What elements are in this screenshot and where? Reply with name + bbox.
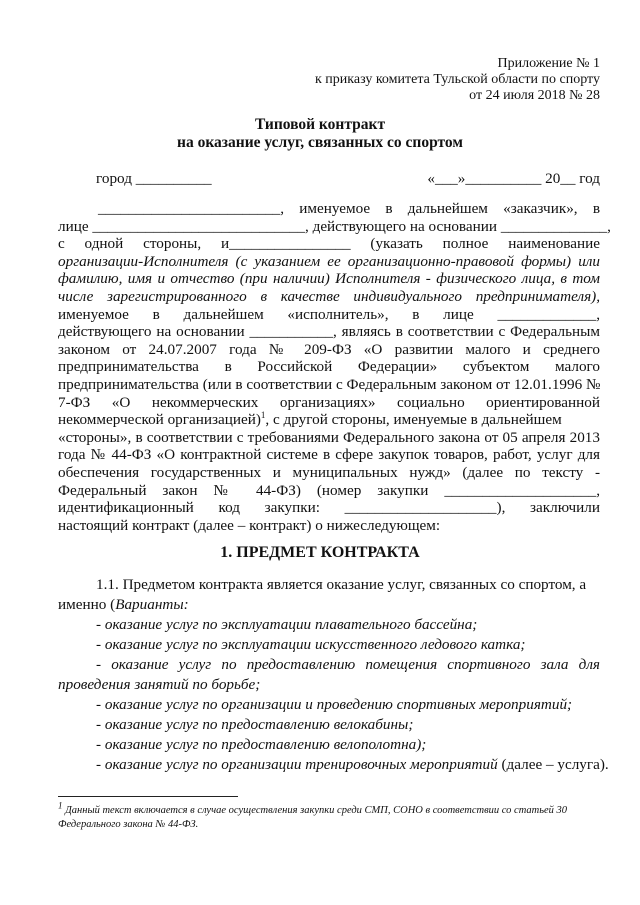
clause-1-1-cont: [58, 596, 600, 616]
list-item: - оказание услуг по эксплуатации искусственного ледового катка;: [96, 636, 526, 653]
list-item: - оказание услуг по предоставлению помещения спортивного зала для: [96, 656, 600, 673]
footnote: [58, 800, 600, 831]
footnote-reference[interactable]: 1: [260, 410, 266, 421]
clause-text: именно (: [58, 596, 116, 613]
annex-line: от 24 июля 2018 № 28: [469, 88, 600, 103]
preamble-line: года № 44-ФЗ «О контрактной системе в сфере закупок товаров, работ, услуг для: [58, 446, 600, 464]
preamble-line: числе зарегистрированного в качестве индивидуального предпринимателя),: [58, 287, 600, 305]
annex-line: Приложение № 1: [497, 56, 600, 71]
list-item-cont: проведения занятий по борьбе;: [58, 676, 261, 693]
variants-label: Варианты:: [115, 596, 189, 613]
clause-1-1: 1.1. Предметом контракта является оказание услуг, связанных со спортом, а: [96, 576, 587, 593]
preamble-line: идентификационный код закупки: ____________________), заключили: [58, 499, 600, 517]
preamble-line-tail: , с другой стороны, именуемые в дальнейшем: [265, 411, 562, 429]
list-item: - оказание услуг по предоставлению велополотна);: [96, 736, 427, 753]
annex-block: [315, 56, 600, 104]
section-1-body: [58, 576, 609, 776]
footnote-divider: [58, 796, 238, 797]
list-item: - оказание услуг по организации и проведению спортивных мероприятий;: [96, 696, 573, 713]
annex-line: к приказу комитета Тульской области по спорту: [315, 72, 600, 87]
date-field: «___»__________ 20__ год: [427, 170, 600, 187]
preamble-line: ________________________, именуемое в дальнейшем «заказчик», в: [98, 200, 600, 217]
preamble-line: законом от 24.07.2007 года № 209-ФЗ «О развитии малого и среднего: [58, 340, 600, 358]
city-field: город __________: [96, 170, 212, 187]
preamble-line: с одной стороны, и________________ (указать полное наименование: [58, 235, 600, 253]
preamble-line: именуемое в дальнейшем «исполнитель», в лице _____________,: [58, 305, 600, 323]
preamble: [58, 200, 611, 534]
preamble-line: организации-Исполнителя (с указанием ее организационно-правовой формы) или: [58, 252, 600, 270]
list-item: - оказание услуг по эксплуатации плавательного бассейна;: [96, 616, 478, 633]
preamble-line: настоящий контракт (далее – контракт) о нижеследующем:: [58, 516, 441, 534]
document-subtitle: на оказание услуг, связанных со спортом: [177, 134, 463, 151]
document-title: Типовой контракт: [254, 116, 386, 133]
section-heading: 1. ПРЕДМЕТ КОНТРАКТА: [220, 544, 420, 561]
preamble-line: предпринимательства в Российской Федерации» субъектом малого: [58, 358, 600, 376]
preamble-line: лице ____________________________, действующего на основании ______________,: [58, 217, 611, 235]
preamble-line: некоммерческой организацией): [58, 411, 261, 429]
list-item: - оказание услуг по предоставлению велокабины;: [96, 716, 414, 733]
list-item-tail: (далее – услуга).: [497, 756, 609, 773]
footnote-text: Данный текст включается в случае осуществления закупки среди СМП, СОНО в соответствии со статьей 30 Федерального закона № 44-ФЗ.: [58, 805, 568, 830]
preamble-line: Федеральный закон № 44-ФЗ) (номер закупки ____________________,: [58, 481, 600, 499]
list-item: - оказание услуг по организации тренировочных мероприятий: [96, 756, 498, 773]
preamble-line-with-footnote: [58, 411, 600, 429]
list-item-last: [58, 756, 609, 776]
preamble-line: обеспечения государственных и муниципальных нужд» (далее по тексту -: [58, 463, 600, 481]
preamble-line: фамилию, имя и отчество (при наличии) Исполнителя - физического лица, в том: [58, 270, 600, 288]
preamble-line: «стороны», в соответствии с требованиями Федерального закона от 05 апреля 2013: [58, 428, 600, 446]
preamble-line: действующего на основании ___________, являясь в соответствии с Федеральным: [58, 323, 600, 341]
footnote-mark: 1: [58, 800, 63, 811]
preamble-line: 7-ФЗ «О некоммерческих организациях» социально ориентированной: [58, 393, 600, 411]
preamble-line: предпринимательства (или в соответствии с Федеральным законом от 12.01.1996 №: [58, 375, 601, 393]
